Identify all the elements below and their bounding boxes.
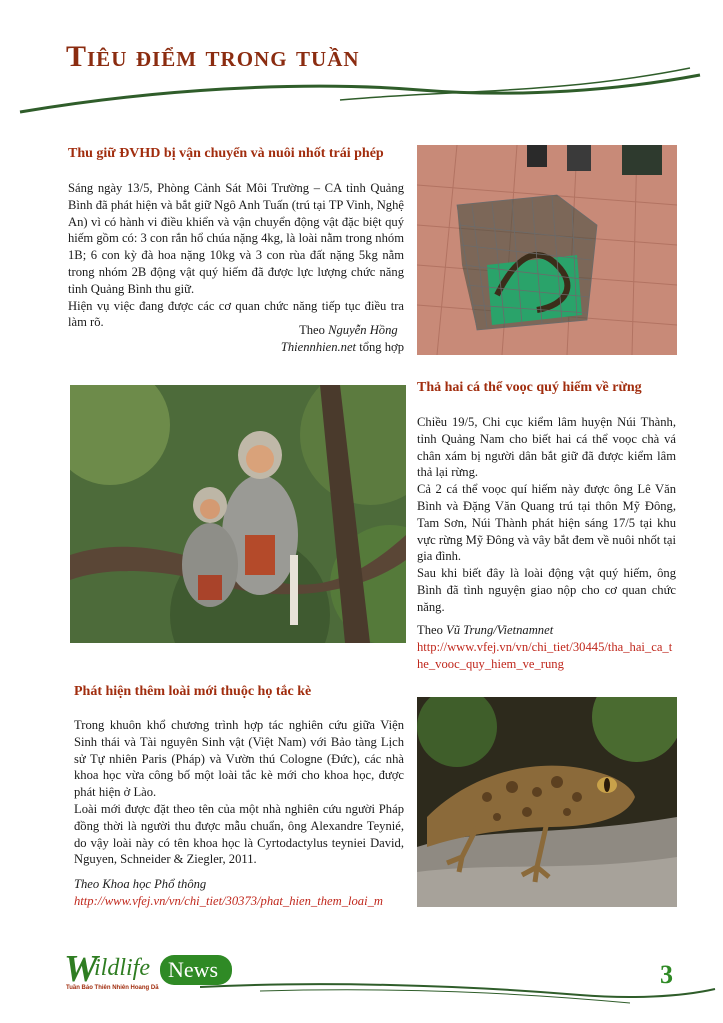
logo-news: News	[168, 957, 219, 982]
logo-tagline: Tuần Báo Thiên Nhiên Hoang Dã	[66, 985, 159, 991]
gecko-photo	[417, 697, 677, 907]
header-swoosh-decoration	[0, 60, 723, 120]
article1-paragraph: Sáng ngày 13/5, Phòng Cảnh Sát Môi Trường – CA tỉnh Quảng Bình đã phát hiện và bắt giữ Ngô Anh Tuấn (trú tại TP Vinh, Nghệ An) vì có hành vi điều khiển và vận chuyển động vật đặc biệt quý hiếm gồm có: 3 con rắn hổ chúa nặng 4kg, là loài nằm trong nhóm 1B; 6 con kỳ đà hoa nặng 10kg và 3 con rùa đất nặng 5kg nằm trong nhóm 2B động vật quý hiếm đã được lực lượng chức năng tỉnh Quảng Bình thu giữ.	[68, 181, 404, 296]
article3-paragraph: Trong khuôn khổ chương trình hợp tác nghiên cứu giữa Viện Sinh thái và Tài nguyên Sinh vật (Việt Nam) với Bảo tàng Lịch sử Tự nhiên Paris (Pháp) và Vườn thú Cologne (Đức), các nhà khoa học vừa công bố một loài tắc kè mới cho khoa học, được phát hiện ở Lào.	[74, 718, 404, 800]
article3-heading: Phát hiện thêm loài mới thuộc họ tắc kè	[74, 684, 312, 699]
article1-heading: Thu giữ ĐVHD bị vận chuyển và nuôi nhốt trái phép	[68, 146, 384, 161]
article2-heading: Thả hai cá thể voọc quý hiếm về rừng	[417, 380, 642, 395]
article2-body	[417, 414, 676, 616]
article1-credit: Theo Nguyễn Hồng Thiennhien.net tổng hợp	[280, 323, 404, 354]
article3-paragraph: Loài mới được đặt theo tên của một nhà nghiên cứu người Pháp đồng thời là người thu được mẫu chuẩn, ông Alexandre Teynié, do vậy loài này có tên khoa học là Cyrtodactylus teyniei David, Nguyen, Schneider & Ziegler, 2011.	[74, 801, 404, 867]
page-number: 3	[660, 960, 673, 989]
article1-paragraph: Hiện vụ việc đang được các cơ quan chức năng tiếp tục điều tra làm rõ.	[68, 298, 404, 330]
article2-credit: Theo Vũ Trung/Vietnamnet	[417, 623, 554, 637]
footer-swoosh-decoration	[200, 975, 720, 1005]
article3-credit: Theo Khoa học Phổ thông	[74, 877, 207, 891]
article2-link[interactable]: http://www.vfej.vn/vn/chi_tiet/30445/tha_hai_ca_the_vooc_quy_hiem_ve_rung	[417, 640, 673, 671]
douc-langur-photo	[70, 385, 406, 643]
article3-link[interactable]: http://www.vfej.vn/vn/chi_tiet/30373/phat_hien_them_loai_m	[74, 894, 383, 908]
page-title: Tiêu điểm trong tuần	[66, 40, 360, 73]
logo-wordmark: ildlife	[94, 955, 150, 981]
article2-paragraph: Sau khi biết đây là loài động vật quý hiếm, ông Bình đã tình nguyện giao nộp cho cơ quan chức năng.	[417, 566, 676, 614]
cage-photo	[417, 145, 677, 355]
article2-paragraph: Cả 2 cá thể voọc quí hiếm này được ông Lê Văn Bình và Đặng Văn Quang trú tại thôn Mỹ Đông, Tam Sơn, Núi Thành phát hiện sáng 17/5 tại khu vực rừng Mỹ Đông và vây bắt đem về nuôi nhốt tại gia đình.	[417, 482, 676, 564]
article1-body	[68, 180, 404, 331]
article2-paragraph: Chiều 19/5, Chi cục kiểm lâm huyện Núi Thành, tỉnh Quảng Nam cho biết hai cá thể voọc chà vá chân xám bị người dân bắt giữ đã được kiểm lâm thả lại rừng.	[417, 415, 676, 480]
logo-w: W	[64, 948, 98, 990]
article3-body	[74, 717, 404, 868]
